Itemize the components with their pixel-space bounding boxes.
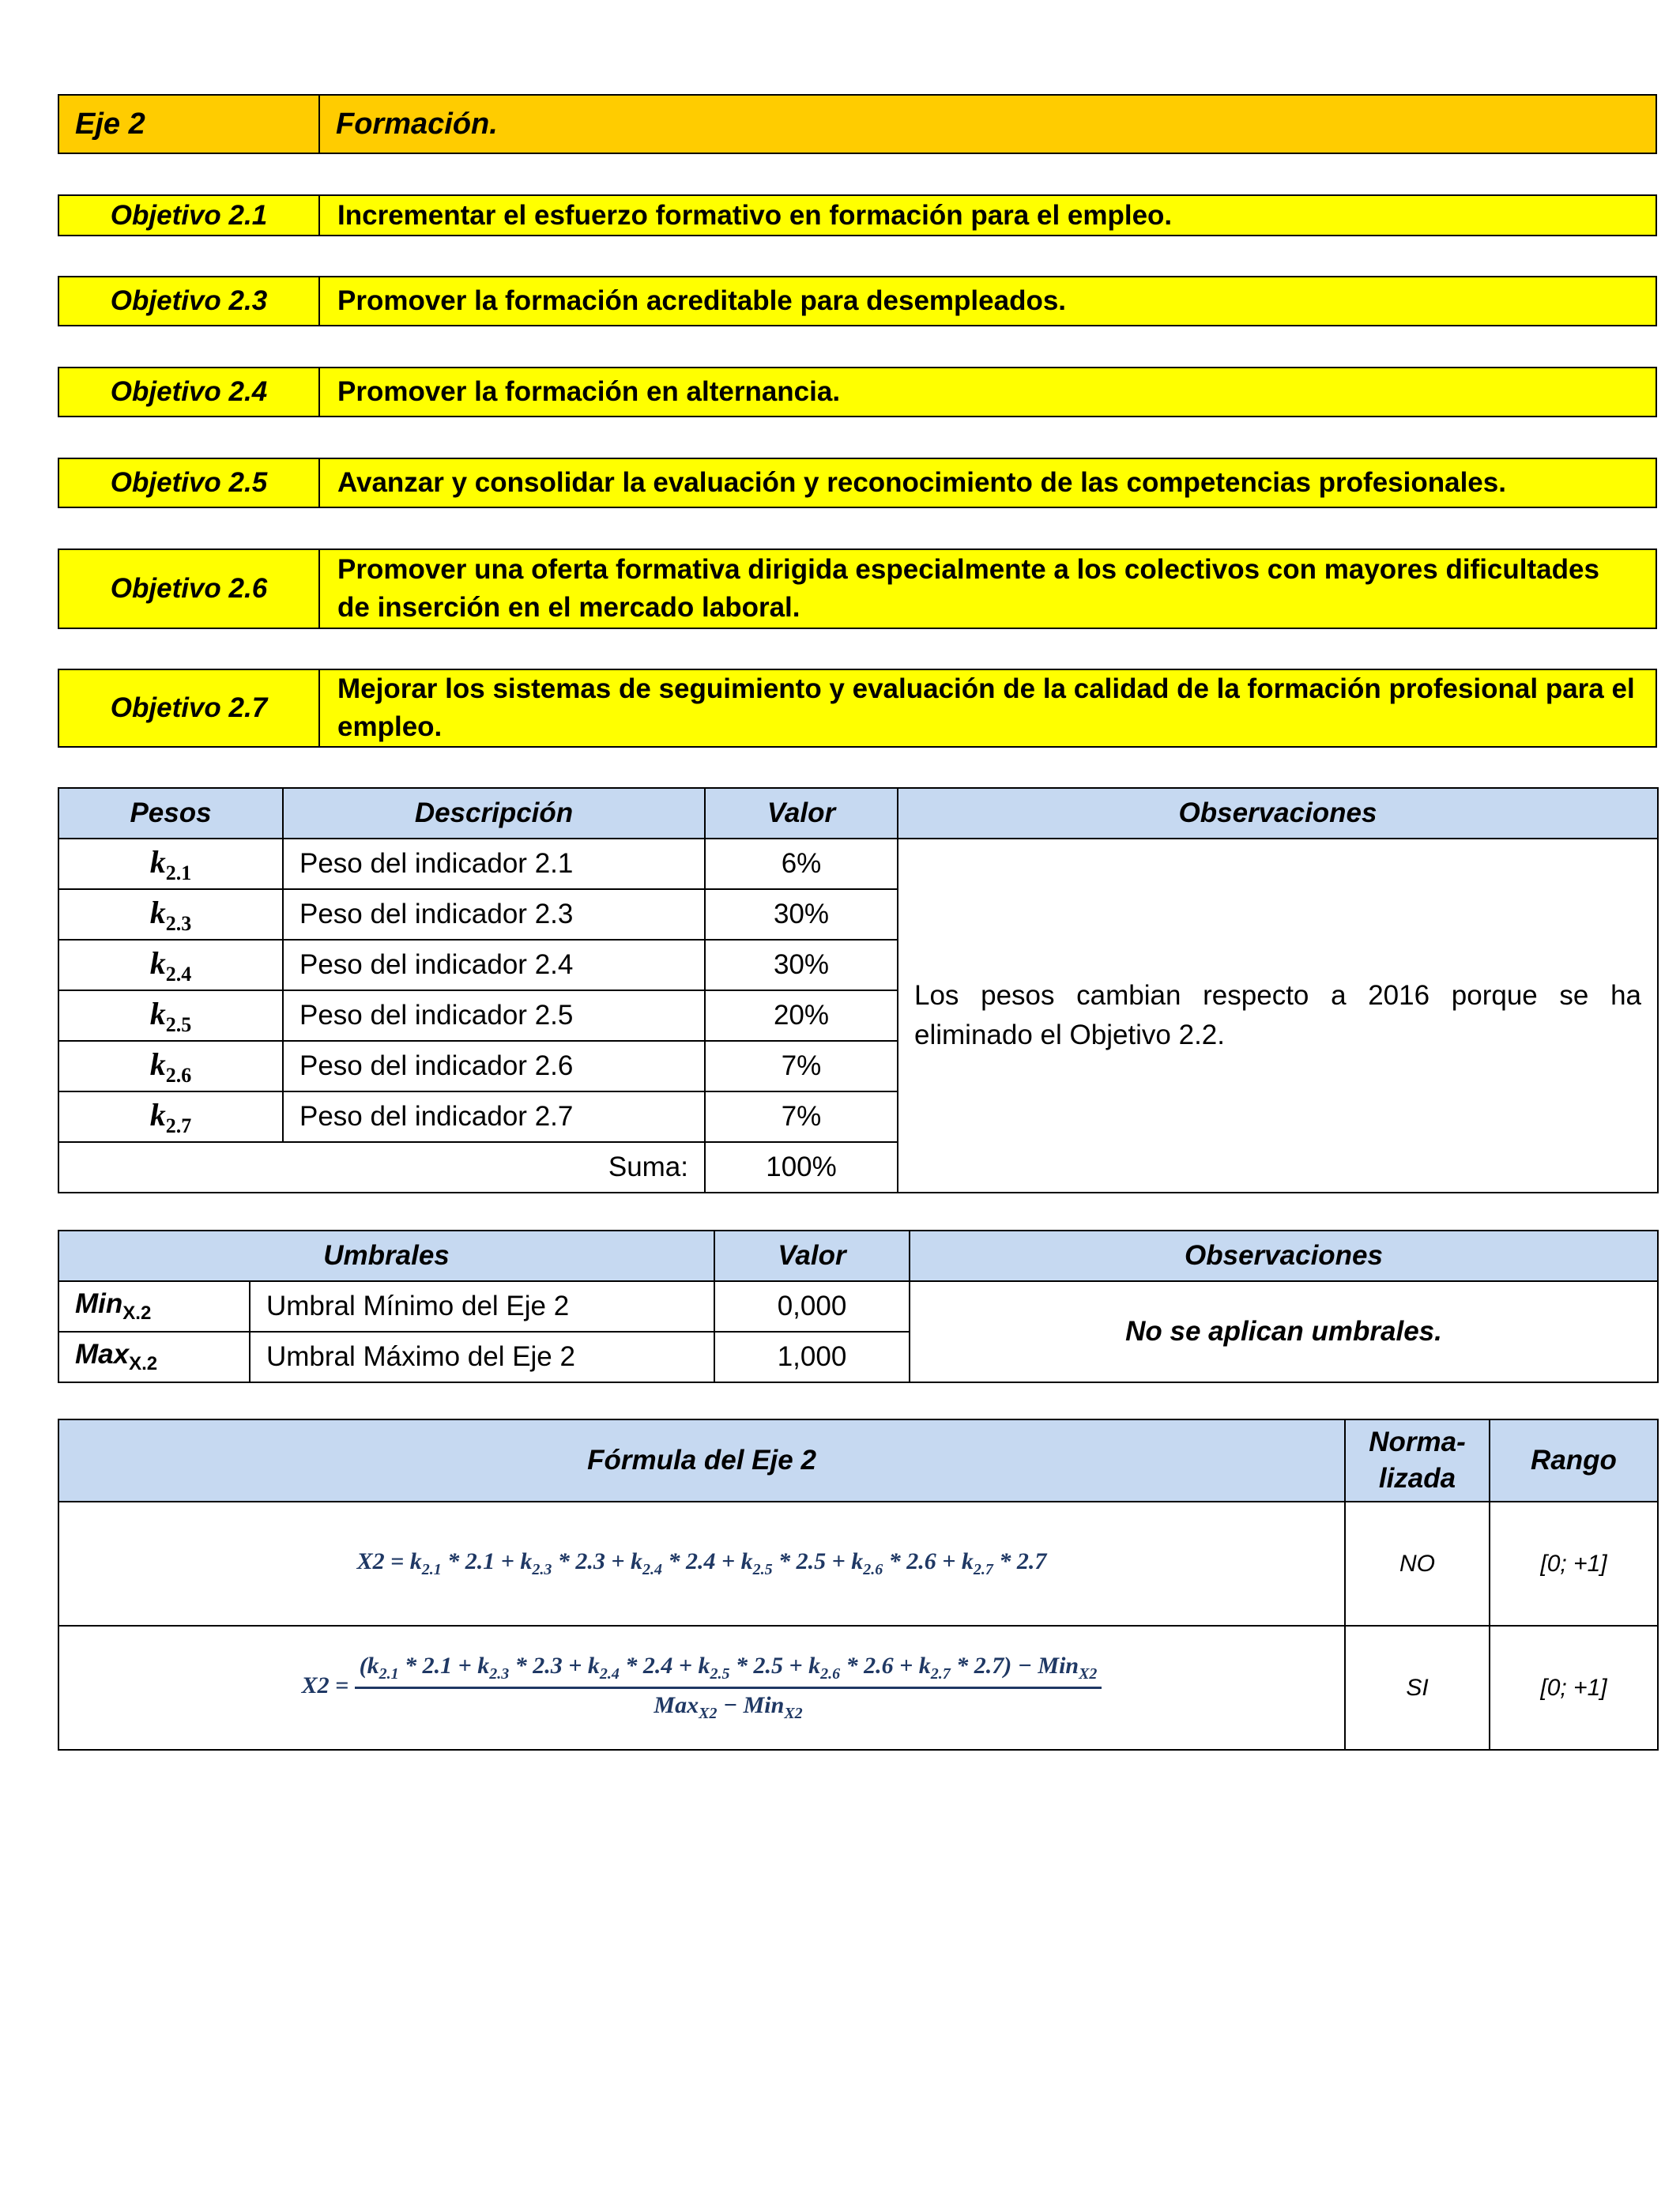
umbral-symbol: Min$_{X.2}$ <box>58 1281 250 1332</box>
peso-valor: 30% <box>705 889 898 940</box>
objetivo-label: Objetivo 2.1 <box>59 196 320 235</box>
suma-label: Suma: <box>58 1142 705 1193</box>
formula-no-normalizada: $X2 = k_{2.1} * 2.1 + k_{2.3} * 2.3 + k_{2.4} * 2.4 + k_{2.5} * 2.5 + k_{2.6} * 2.6 + k_{2.7} * 2.7$ <box>356 1548 1047 1578</box>
objetivo-label: Objetivo 2.5 <box>59 459 320 507</box>
header-valor: Valor <box>714 1231 910 1281</box>
rango-value: [0; +1] <box>1490 1626 1658 1750</box>
peso-symbol: $k_{2.6}$ <box>58 1041 283 1091</box>
objetivo-label: Objetivo 2.7 <box>59 670 320 746</box>
objetivo-row <box>58 367 1657 417</box>
formula-image <box>58 1502 1345 1626</box>
table-row <box>58 1281 1658 1332</box>
objetivo-row <box>58 276 1657 326</box>
objetivo-text: Mejorar los sistemas de seguimiento y evaluación de la calidad de la formación profesional para el empleo. <box>337 673 1635 742</box>
eje-title: Formación. <box>336 107 498 141</box>
header-valor: Valor <box>705 788 898 839</box>
normalizada-value: SI <box>1345 1626 1490 1750</box>
objetivo-text: Promover la formación acreditable para desempleados. <box>337 285 1067 316</box>
peso-symbol: $k_{2.1}$ <box>58 839 283 889</box>
peso-descripcion: Peso del indicador 2.4 <box>283 940 705 990</box>
table-header-row <box>58 1231 1658 1281</box>
peso-valor: 30% <box>705 940 898 990</box>
umbrales-observacion: No se aplican umbrales. <box>910 1281 1658 1382</box>
formula-table <box>58 1419 1659 1751</box>
peso-symbol: $k_{2.3}$ <box>58 889 283 940</box>
objetivo-text: Avanzar y consolidar la evaluación y reconocimiento de las competencias profesionales. <box>337 467 1506 498</box>
header-pesos: Pesos <box>58 788 283 839</box>
objetivo-row <box>58 458 1657 508</box>
umbral-symbol: Max$_{X.2}$ <box>58 1332 250 1382</box>
objetivo-text: Promover la formación en alternancia. <box>337 376 841 407</box>
formula-normalizada: X2 = $(k_{2.1} * 2.1 + k_{2.3} * 2.3 + k_{2.4} * 2.4 + k_{2.5} * 2.5 + k_{2.6} * 2.6 + k_{2.7} * 2.7) - Min_{X2}$ Max$_{X2}$ − Min$_{X2}$ <box>302 1672 1102 1698</box>
formula-fraction: $(k_{2.1} * 2.1 + k_{2.3} * 2.3 + k_{2.4} * 2.4 + k_{2.5} * 2.5 + k_{2.6} * 2.6 + k_{2.7} * 2.7) - Min_{X2}$ Max$_{X2}$ − Min$_{X2}$ <box>355 1653 1102 1723</box>
umbral-descripcion: Umbral Máximo del Eje 2 <box>250 1332 714 1382</box>
table-row <box>58 839 1658 889</box>
peso-descripcion: Peso del indicador 2.7 <box>283 1091 705 1142</box>
peso-descripcion: Peso del indicador 2.5 <box>283 990 705 1041</box>
objetivo-row <box>58 194 1657 236</box>
pesos-observacion: Los pesos cambian respecto a 2016 porque se ha eliminado el Objetivo 2.2. <box>898 839 1658 1193</box>
objetivo-label: Objetivo 2.4 <box>59 368 320 416</box>
umbral-descripcion: Umbral Mínimo del Eje 2 <box>250 1281 714 1332</box>
eje-label: Eje 2 <box>59 96 320 153</box>
header-descripcion: Descripción <box>283 788 705 839</box>
table-row <box>58 1502 1658 1626</box>
header-normalizada: Norma- lizada <box>1345 1419 1490 1502</box>
header-observaciones: Observaciones <box>910 1231 1658 1281</box>
objetivo-label: Objetivo 2.3 <box>59 277 320 325</box>
umbral-valor: 0,000 <box>714 1281 910 1332</box>
table-row <box>58 1626 1658 1750</box>
objetivo-row <box>58 669 1657 748</box>
peso-descripcion: Peso del indicador 2.6 <box>283 1041 705 1091</box>
pesos-table <box>58 787 1659 1193</box>
eje-header <box>58 94 1657 154</box>
table-header-row <box>58 1419 1658 1502</box>
objetivo-label: Objetivo 2.6 <box>59 550 320 628</box>
objetivo-text: Incrementar el esfuerzo formativo en formación para el empleo. <box>337 199 1173 231</box>
peso-symbol: $k_{2.4}$ <box>58 940 283 990</box>
suma-valor: 100% <box>705 1142 898 1193</box>
peso-symbol: $k_{2.5}$ <box>58 990 283 1041</box>
peso-valor: 7% <box>705 1091 898 1142</box>
header-observaciones: Observaciones <box>898 788 1658 839</box>
peso-valor: 6% <box>705 839 898 889</box>
umbral-valor: 1,000 <box>714 1332 910 1382</box>
rango-value: [0; +1] <box>1490 1502 1658 1626</box>
umbrales-table <box>58 1230 1659 1383</box>
table-header-row <box>58 788 1658 839</box>
header-umbrales: Umbrales <box>58 1231 714 1281</box>
peso-valor: 7% <box>705 1041 898 1091</box>
formula-image <box>58 1626 1345 1750</box>
header-formula: Fórmula del Eje 2 <box>58 1419 1345 1502</box>
objetivo-text: Promover una oferta formativa dirigida especialmente a los colectivos con mayores dificultades de inserción en el mercado laboral. <box>337 554 1599 623</box>
normalizada-value: NO <box>1345 1502 1490 1626</box>
objetivo-row <box>58 548 1657 629</box>
peso-descripcion: Peso del indicador 2.3 <box>283 889 705 940</box>
peso-symbol: $k_{2.7}$ <box>58 1091 283 1142</box>
header-rango: Rango <box>1490 1419 1658 1502</box>
peso-descripcion: Peso del indicador 2.1 <box>283 839 705 889</box>
peso-valor: 20% <box>705 990 898 1041</box>
